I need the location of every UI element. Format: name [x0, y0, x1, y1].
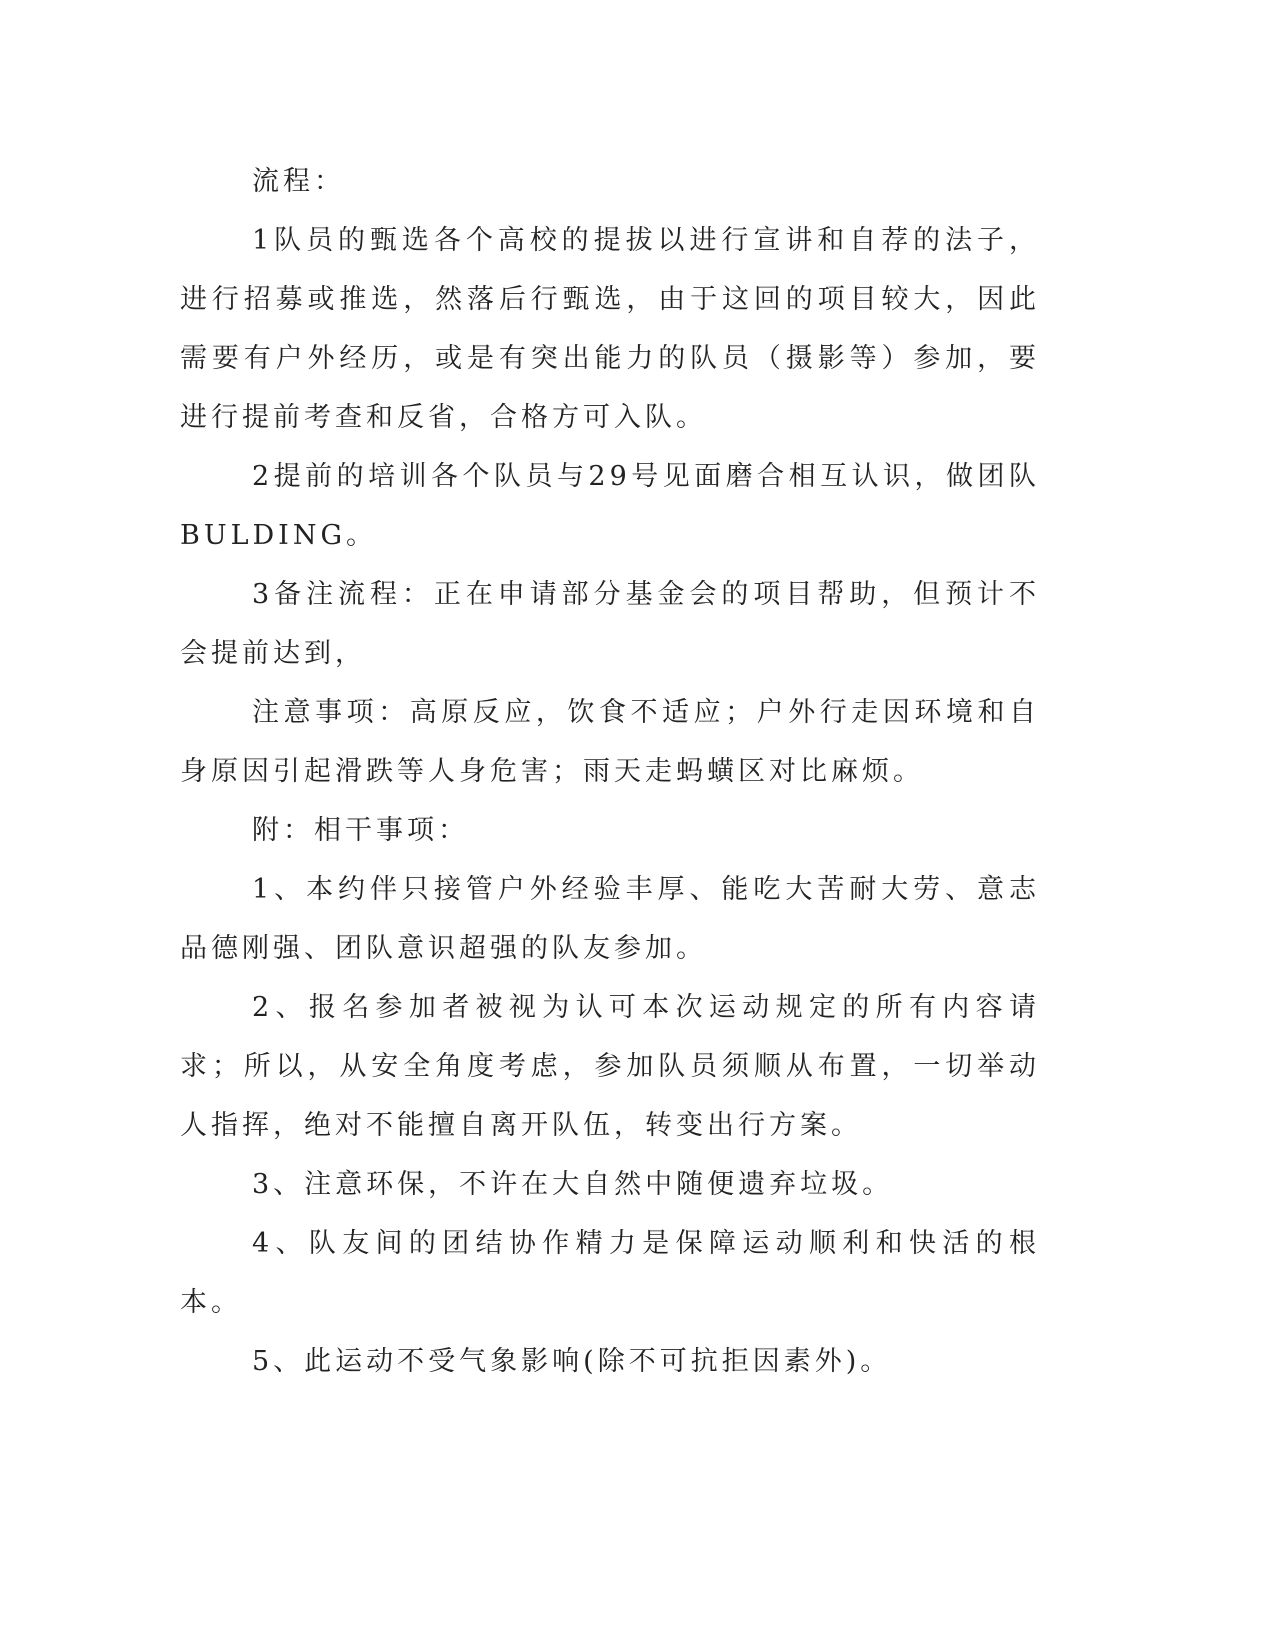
paragraph-precautions: 注意事项：高原反应，饮食不适应；户外行走因环境和自身原因引起滑跌等人身危害；雨天走蚂蟥区对比麻烦。 — [180, 697, 1040, 787]
appendix-item-1: 1、本约伴只接管户外经验丰厚、能吃大苦耐大劳、意志品德刚强、团队意识超强的队友参加。 — [180, 874, 1040, 964]
appendix-item-5: 5、此运动不受气象影响(除不可抗拒因素外)。 — [252, 1346, 892, 1377]
paragraph-step-3: 3备注流程：正在申请部分基金会的项目帮助，但预计不会提前达到， — [180, 579, 1040, 669]
document-page — [180, 152, 1040, 1391]
paragraph-step-1: 1队员的甄选各个高校的提拔以进行宣讲和自荐的法子，进行招募或推选，然落后行甄选，由于这回的项目较大，因此需要有户外经历，或是有突出能力的队员（摄影等）参加，要进行提前考查和反省，合格方可入队。 — [180, 225, 1040, 433]
appendix-item-4: 4、队友间的团结协作精力是保障运动顺利和快活的根本。 — [180, 1228, 1040, 1318]
heading-appendix: 附：相干事项： — [252, 815, 469, 846]
heading-process: 流程： — [252, 166, 345, 197]
paragraph-step-2: 2提前的培训各个队员与29号见面磨合相互认识，做团队BULDING。 — [180, 461, 1040, 551]
appendix-item-3: 3、注意环保，不许在大自然中随便遗弃垃圾。 — [252, 1169, 894, 1200]
appendix-item-2: 2、报名参加者被视为认可本次运动规定的所有内容请求；所以，从安全角度考虑，参加队员须顺从布置，一切举动人指挥，绝对不能擅自离开队伍，转变出行方案。 — [180, 992, 1040, 1141]
